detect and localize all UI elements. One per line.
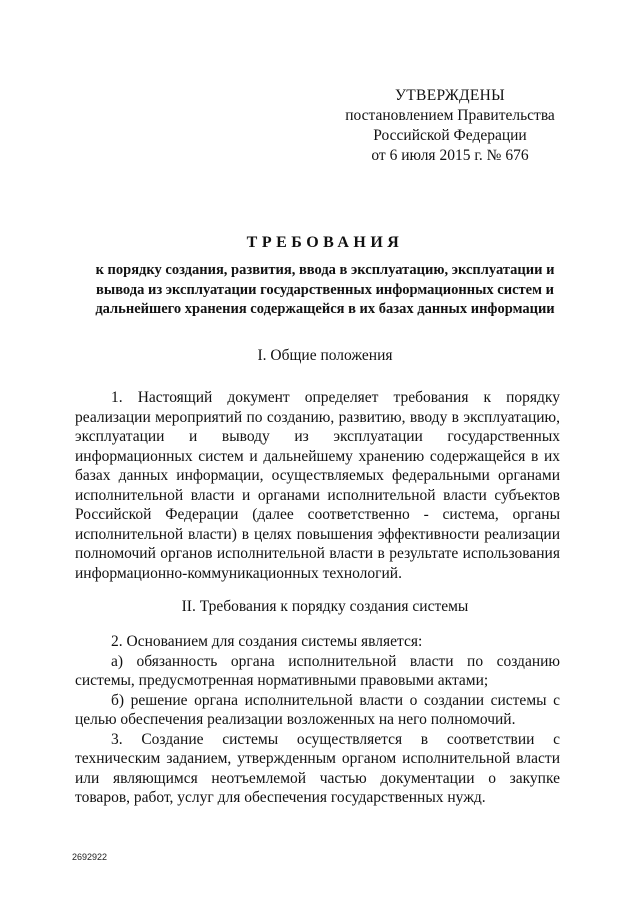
paragraph: а) обязанность органа исполнительной власти по созданию системы, предусмотренная нормативными правовыми актами; [75, 652, 560, 689]
approval-line: Российской Федерации [373, 127, 527, 144]
approval-stamp [330, 86, 570, 166]
section-heading: I. Общие положения [257, 347, 393, 364]
document-id: 2692922 [72, 852, 108, 862]
section-heading: II. Требования к порядку создания системы [181, 598, 469, 615]
subtitle-line: дальнейшего хранения содержащейся в их базах данных информации [95, 301, 555, 317]
subtitle-line: к порядку создания, развития, ввода в эксплуатацию, эксплуатации и [95, 262, 555, 278]
subtitle-line: вывода из эксплуатации государственных информационных систем и [96, 281, 554, 298]
document-subtitle [60, 261, 590, 320]
approval-heading: УТВЕРЖДЕНЫ [395, 87, 505, 104]
paragraph: 2. Основанием для создания системы является: [111, 633, 423, 650]
paragraph: б) решение органа исполнительной власти о создании системы с целью обеспечения реализации возложенных на него полномочий. [75, 691, 560, 728]
section-body [75, 632, 560, 808]
section-body [75, 388, 560, 583]
title-block [60, 233, 590, 320]
approval-date: от 6 июля 2015 г. № 676 [371, 147, 529, 164]
paragraph: 3. Создание системы осуществляется в соответствии с техническим заданием, утвержденным органом исполнительной власти или являющимся неотъемлемой частью документации о закупке товаров, работ, услуг для обеспечения государственных нужд. [75, 730, 560, 806]
paragraph: 1. Настоящий документ определяет требования к порядку реализации мероприятий по созданию, развитию, вводу в эксплуатацию, эксплуатации и выводу из эксплуатации государственных информационных систем и дальнейшему хранению содержащейся в их базах данных информации, осуществляемых федеральными органами исполнительной власти и органами исполнительной власти субъектов Российской Федерации (далее соответственно - система, органы исполнительной власти) в целях повышения эффективности реализации полномочий органов исполнительной власти в результате использования информационно-коммуникационных технологий. [75, 389, 560, 582]
document-title: ТРЕБОВАНИЯ [246, 234, 404, 251]
approval-line: постановлением Правительства [345, 107, 555, 124]
